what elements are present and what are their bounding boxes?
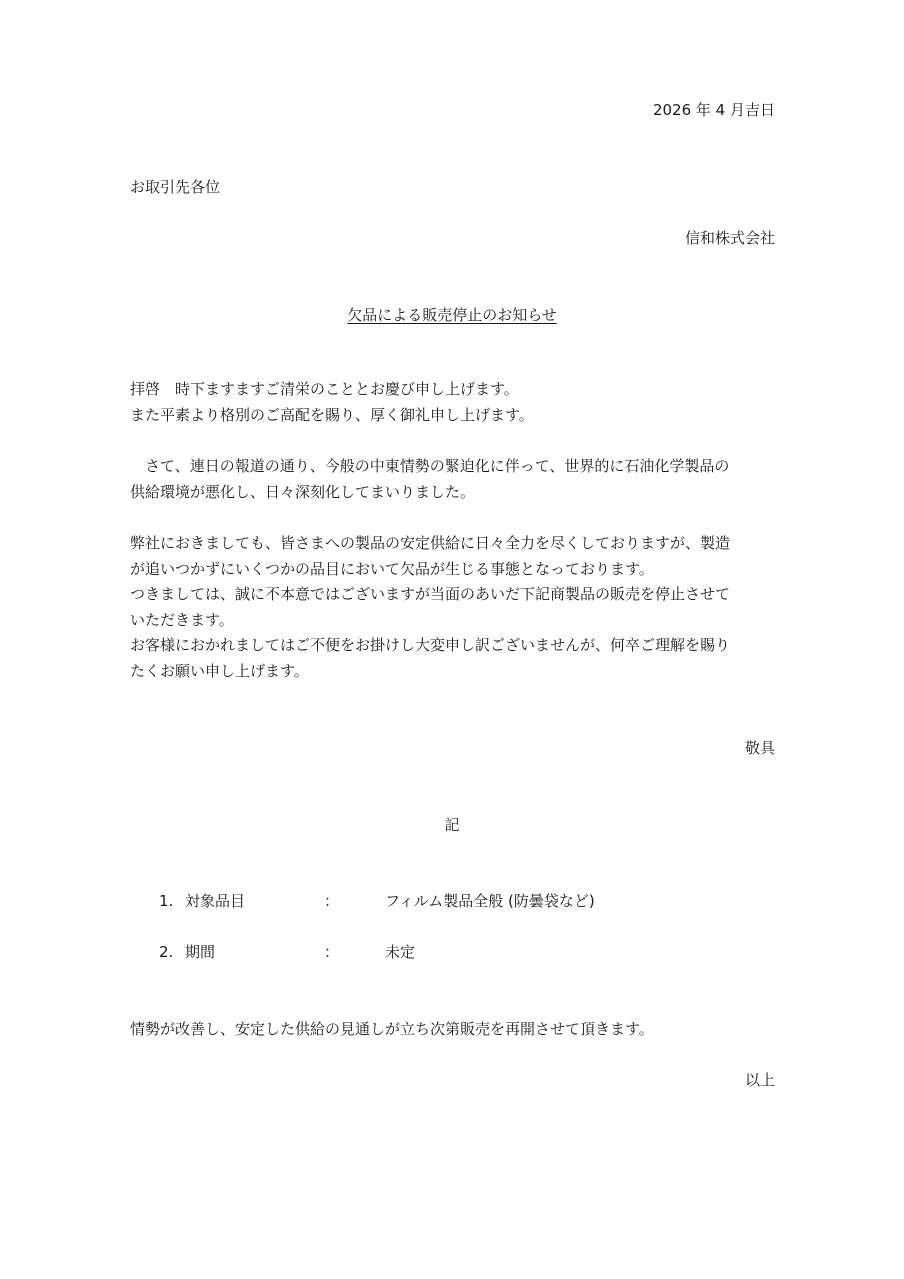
item-label: 期間 <box>185 943 216 961</box>
item-value: フィルム製品全般 (防曇袋など) <box>385 892 595 910</box>
paragraph-situation <box>130 454 778 505</box>
ki-heading: 記 <box>444 816 460 834</box>
item-number: 1. <box>159 892 174 910</box>
paragraph-line: 供給環境が悪化し、日々深刻化してまいりました。 <box>130 482 476 501</box>
greeting-line: また平素より格別のご高配を賜り、厚く御礼申し上げます。 <box>130 405 534 424</box>
sender-company: 信和株式会社 <box>684 229 775 247</box>
paragraph-line: お客様におかれましてはご不便をお掛けし大変申し訳ございませんが、何卒ご理解を賜り <box>130 636 731 654</box>
item-value: 未定 <box>385 943 416 961</box>
letter-title: 欠品による販売停止のお知らせ <box>347 306 557 324</box>
paragraph-line: が追いつかずにいくつかの品目において欠品が生じる事態となっております。 <box>130 559 654 578</box>
resume-note: 情勢が改善し、安定した供給の見通しが立ち次第販売を再開させて頂きます。 <box>130 1020 654 1038</box>
item-colon: ： <box>324 943 340 961</box>
closing-keigu: 敬具 <box>744 739 775 757</box>
item-label: 対象品目 <box>185 892 246 910</box>
paragraph-line: いただきます。 <box>130 610 234 629</box>
paragraph-line: つきましては、誠に不本意ではございますが当面のあいだ下記商製品の販売を停止させて <box>130 585 731 603</box>
paragraph-line: 弊社におきましても、皆さまへの製品の安定供給に日々全力を尽くしておりますが、製造 <box>130 534 731 552</box>
paragraph-notice <box>130 531 778 684</box>
letter-date: 2026 年 4 月吉日 <box>652 101 775 119</box>
title-wrapper <box>0 302 904 328</box>
greeting-line: 拝啓 時下ますますご清栄のこととお慶び申し上げます。 <box>130 380 519 398</box>
paragraph-line: さて、連日の報道の通り、今般の中東情勢の緊迫化に伴って、世界的に石油化学製品の <box>130 457 730 475</box>
closing-ijou: 以上 <box>744 1071 775 1089</box>
greeting <box>130 377 778 428</box>
item-colon: ： <box>324 892 340 910</box>
item-number: 2. <box>159 943 174 961</box>
recipient: お取引先各位 <box>130 178 221 196</box>
paragraph-line: たくお願い申し上げます。 <box>130 661 309 680</box>
